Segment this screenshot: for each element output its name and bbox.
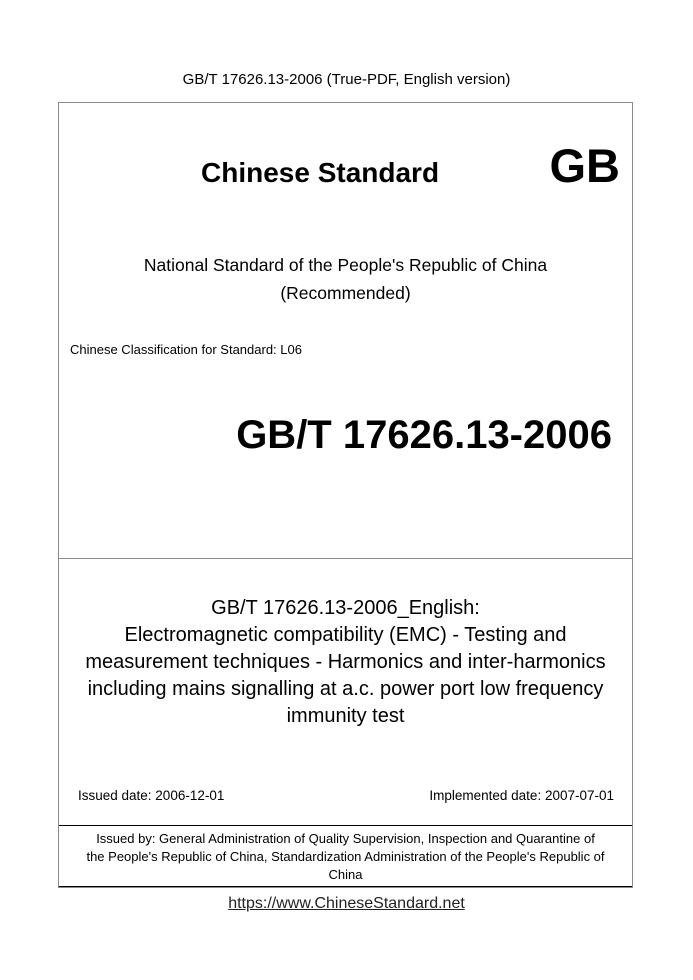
standard-number: GB/T 17626.13-2006: [236, 413, 612, 457]
implemented-date: Implemented date: 2007-07-01: [429, 788, 614, 803]
english-title-line: including mains signalling at a.c. power port low frequency: [87, 678, 604, 700]
english-title-line: immunity test: [286, 705, 405, 727]
recommended-label: (Recommended): [280, 283, 411, 303]
classification-label: Chinese Classification for Standard: L06: [70, 342, 302, 357]
cover-bottom-section: [59, 559, 632, 819]
national-standard-heading: [59, 251, 632, 307]
issuer-box: [59, 825, 632, 887]
website-link[interactable]: https://www.ChineseStandard.net: [228, 895, 465, 912]
cover-title: Chinese Standard: [201, 157, 440, 188]
cover-top-section: [59, 103, 632, 559]
cover-frame: [58, 102, 633, 888]
english-title: [59, 595, 632, 730]
document-header: GB/T 17626.13-2006 (True-PDF, English version): [182, 71, 511, 88]
english-title-line: GB/T 17626.13-2006_English:: [211, 597, 480, 619]
issuer-line: China: [328, 867, 363, 882]
english-title-line: measurement techniques - Harmonics and inter-harmonics: [85, 651, 606, 673]
issuer-line: Issued by: General Administration of Quality Supervision, Inspection and Quarantine of: [96, 831, 595, 846]
issuer-line: the People's Republic of China, Standardization Administration of the People's Republic of: [86, 849, 605, 864]
gb-mark: GB: [549, 139, 620, 192]
issued-date: Issued date: 2006-12-01: [78, 788, 225, 803]
english-title-line: Electromagnetic compatibility (EMC) - Testing and: [124, 624, 567, 646]
national-standard-line: National Standard of the People's Republic of China: [143, 255, 548, 275]
